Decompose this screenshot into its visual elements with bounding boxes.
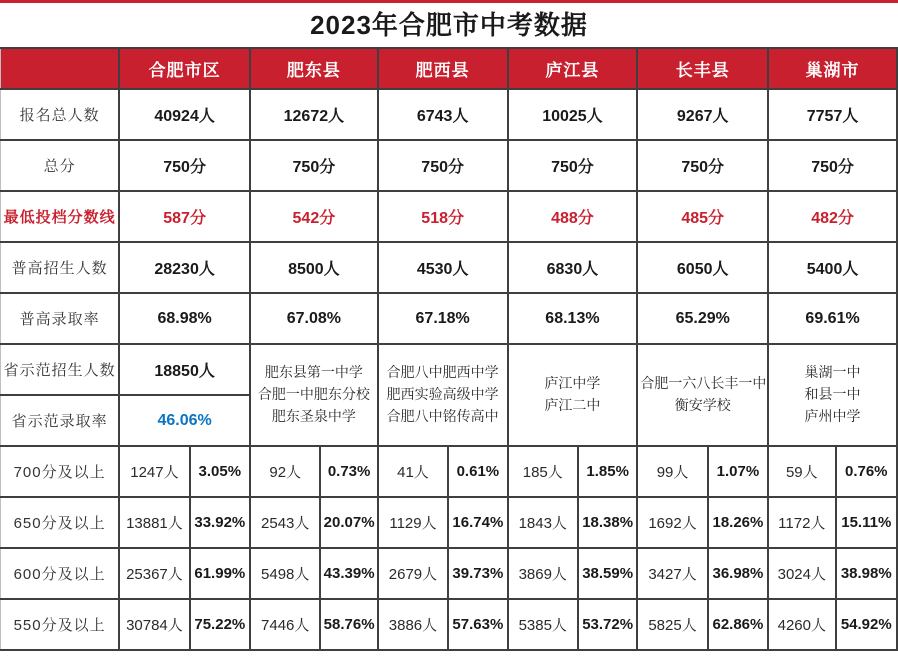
value-cell: 12672人	[250, 89, 378, 140]
value-cell: 750分	[508, 140, 638, 191]
corner-cell	[1, 48, 120, 89]
count-cell: 99人	[637, 446, 707, 497]
table-row	[1, 497, 898, 548]
row-label: 省示范招生人数	[1, 344, 120, 395]
table-row	[1, 599, 898, 650]
count-cell: 13881人	[119, 497, 189, 548]
value-cell: 750分	[768, 140, 897, 191]
count-cell: 2679人	[378, 548, 448, 599]
percent-cell: 0.76%	[836, 446, 897, 497]
count-cell: 1247人	[119, 446, 189, 497]
value-cell: 750分	[637, 140, 768, 191]
school-line: 巢湖一中	[804, 364, 861, 381]
percent-cell: 0.73%	[320, 446, 377, 497]
school-line: 庐江中学	[544, 375, 601, 392]
count-cell: 59人	[768, 446, 835, 497]
school-list-cell	[768, 344, 897, 446]
percent-cell: 57.63%	[448, 599, 507, 650]
value-cell: 5400人	[768, 242, 897, 293]
table-row	[1, 344, 898, 395]
school-line: 庐州中学	[804, 407, 861, 424]
table-row	[1, 242, 898, 293]
percent-cell: 43.39%	[320, 548, 377, 599]
school-line: 庐江二中	[544, 397, 601, 413]
percent-cell: 58.76%	[320, 599, 377, 650]
percent-cell: 20.07%	[320, 497, 377, 548]
value-cell: 587分	[119, 191, 250, 242]
percent-cell: 15.11%	[836, 497, 897, 548]
count-cell: 185人	[508, 446, 578, 497]
school-line: 肥东圣泉中学	[271, 407, 356, 424]
percent-cell: 16.74%	[448, 497, 507, 548]
count-cell: 3886人	[378, 599, 448, 650]
count-cell: 1843人	[508, 497, 578, 548]
column-header-hefei-urban: 合肥市区	[119, 48, 250, 89]
value-cell: 750分	[250, 140, 378, 191]
column-header-feidong: 肥东县	[250, 48, 378, 89]
page-title: 2023年合肥市中考数据	[310, 10, 588, 40]
percent-cell: 61.99%	[190, 548, 250, 599]
row-label: 550分及以上	[1, 599, 120, 650]
count-cell: 7446人	[250, 599, 320, 650]
count-cell: 41人	[378, 446, 448, 497]
percent-cell: 18.38%	[578, 497, 637, 548]
column-header-changfeng: 长丰县	[637, 48, 768, 89]
value-cell: 67.18%	[378, 293, 508, 344]
value-cell: 7757人	[768, 89, 897, 140]
percent-cell: 53.72%	[578, 599, 637, 650]
header-row	[1, 48, 898, 89]
percent-cell: 33.92%	[190, 497, 250, 548]
value-cell: 28230人	[119, 242, 250, 293]
value-cell: 6743人	[378, 89, 508, 140]
value-cell: 542分	[250, 191, 378, 242]
value-cell: 46.06%	[119, 395, 250, 446]
value-cell: 40924人	[119, 89, 250, 140]
column-header-feixi: 肥西县	[378, 48, 508, 89]
count-cell: 92人	[250, 446, 320, 497]
percent-cell: 39.73%	[448, 548, 507, 599]
table-row	[1, 293, 898, 344]
value-cell: 4530人	[378, 242, 508, 293]
percent-cell: 75.22%	[190, 599, 250, 650]
count-cell: 5825人	[637, 599, 707, 650]
percent-cell: 0.61%	[448, 446, 507, 497]
value-cell: 750分	[119, 140, 250, 191]
count-cell: 3869人	[508, 548, 578, 599]
row-label: 省示范录取率	[1, 395, 120, 446]
school-line: 合肥一六八长丰一中	[640, 375, 767, 392]
value-cell: 488分	[508, 191, 638, 242]
count-cell: 1172人	[768, 497, 835, 548]
count-cell: 5498人	[250, 548, 320, 599]
count-cell: 25367人	[119, 548, 189, 599]
value-cell: 8500人	[250, 242, 378, 293]
percent-cell: 38.98%	[836, 548, 897, 599]
percent-cell: 62.86%	[708, 599, 768, 650]
count-cell: 1692人	[637, 497, 707, 548]
value-cell: 485分	[637, 191, 768, 242]
exam-data-table	[0, 47, 898, 651]
count-cell: 3427人	[637, 548, 707, 599]
percent-cell: 54.92%	[836, 599, 897, 650]
percent-cell: 18.26%	[708, 497, 768, 548]
row-label: 最低投档分数线	[1, 191, 120, 242]
school-line: 合肥八中铭传高中	[386, 407, 499, 424]
value-cell: 69.61%	[768, 293, 897, 344]
school-line: 合肥八中肥西中学	[386, 364, 499, 381]
table-row	[1, 140, 898, 191]
value-cell: 10025人	[508, 89, 638, 140]
row-label: 普高招生人数	[1, 242, 120, 293]
row-label: 600分及以上	[1, 548, 120, 599]
value-cell: 9267人	[637, 89, 768, 140]
percent-cell: 36.98%	[708, 548, 768, 599]
count-cell: 30784人	[119, 599, 189, 650]
value-cell: 68.98%	[119, 293, 250, 344]
table-row	[1, 446, 898, 497]
school-list-cell	[508, 344, 638, 446]
value-cell: 65.29%	[637, 293, 768, 344]
value-cell: 518分	[378, 191, 508, 242]
value-cell: 68.13%	[508, 293, 638, 344]
school-line: 肥东县第一中学	[264, 364, 363, 381]
column-header-lujiang: 庐江县	[508, 48, 638, 89]
row-label: 总分	[1, 140, 120, 191]
count-cell: 4260人	[768, 599, 835, 650]
row-label: 普高录取率	[1, 293, 120, 344]
school-list-cell	[637, 344, 768, 446]
table-row	[1, 548, 898, 599]
table-row	[1, 89, 898, 140]
value-cell: 482分	[768, 191, 897, 242]
percent-cell: 1.07%	[708, 446, 768, 497]
row-label: 报名总人数	[1, 89, 120, 140]
value-cell: 18850人	[119, 344, 250, 395]
count-cell: 1129人	[378, 497, 448, 548]
count-cell: 3024人	[768, 548, 835, 599]
school-line: 衡安学校	[674, 397, 731, 413]
column-header-chaohu: 巢湖市	[768, 48, 897, 89]
value-cell: 750分	[378, 140, 508, 191]
count-cell: 5385人	[508, 599, 578, 650]
school-line: 合肥一中肥东分校	[257, 386, 370, 403]
percent-cell: 3.05%	[190, 446, 250, 497]
school-line: 肥西实验高级中学	[386, 386, 499, 403]
school-list-cell	[250, 344, 378, 446]
count-cell: 2543人	[250, 497, 320, 548]
row-label: 650分及以上	[1, 497, 120, 548]
school-line: 和县一中	[804, 386, 861, 403]
table-row	[1, 191, 898, 242]
row-label: 700分及以上	[1, 446, 120, 497]
school-list-cell	[378, 344, 508, 446]
percent-cell: 1.85%	[578, 446, 637, 497]
percent-cell: 38.59%	[578, 548, 637, 599]
value-cell: 6050人	[637, 242, 768, 293]
value-cell: 67.08%	[250, 293, 378, 344]
value-cell: 6830人	[508, 242, 638, 293]
